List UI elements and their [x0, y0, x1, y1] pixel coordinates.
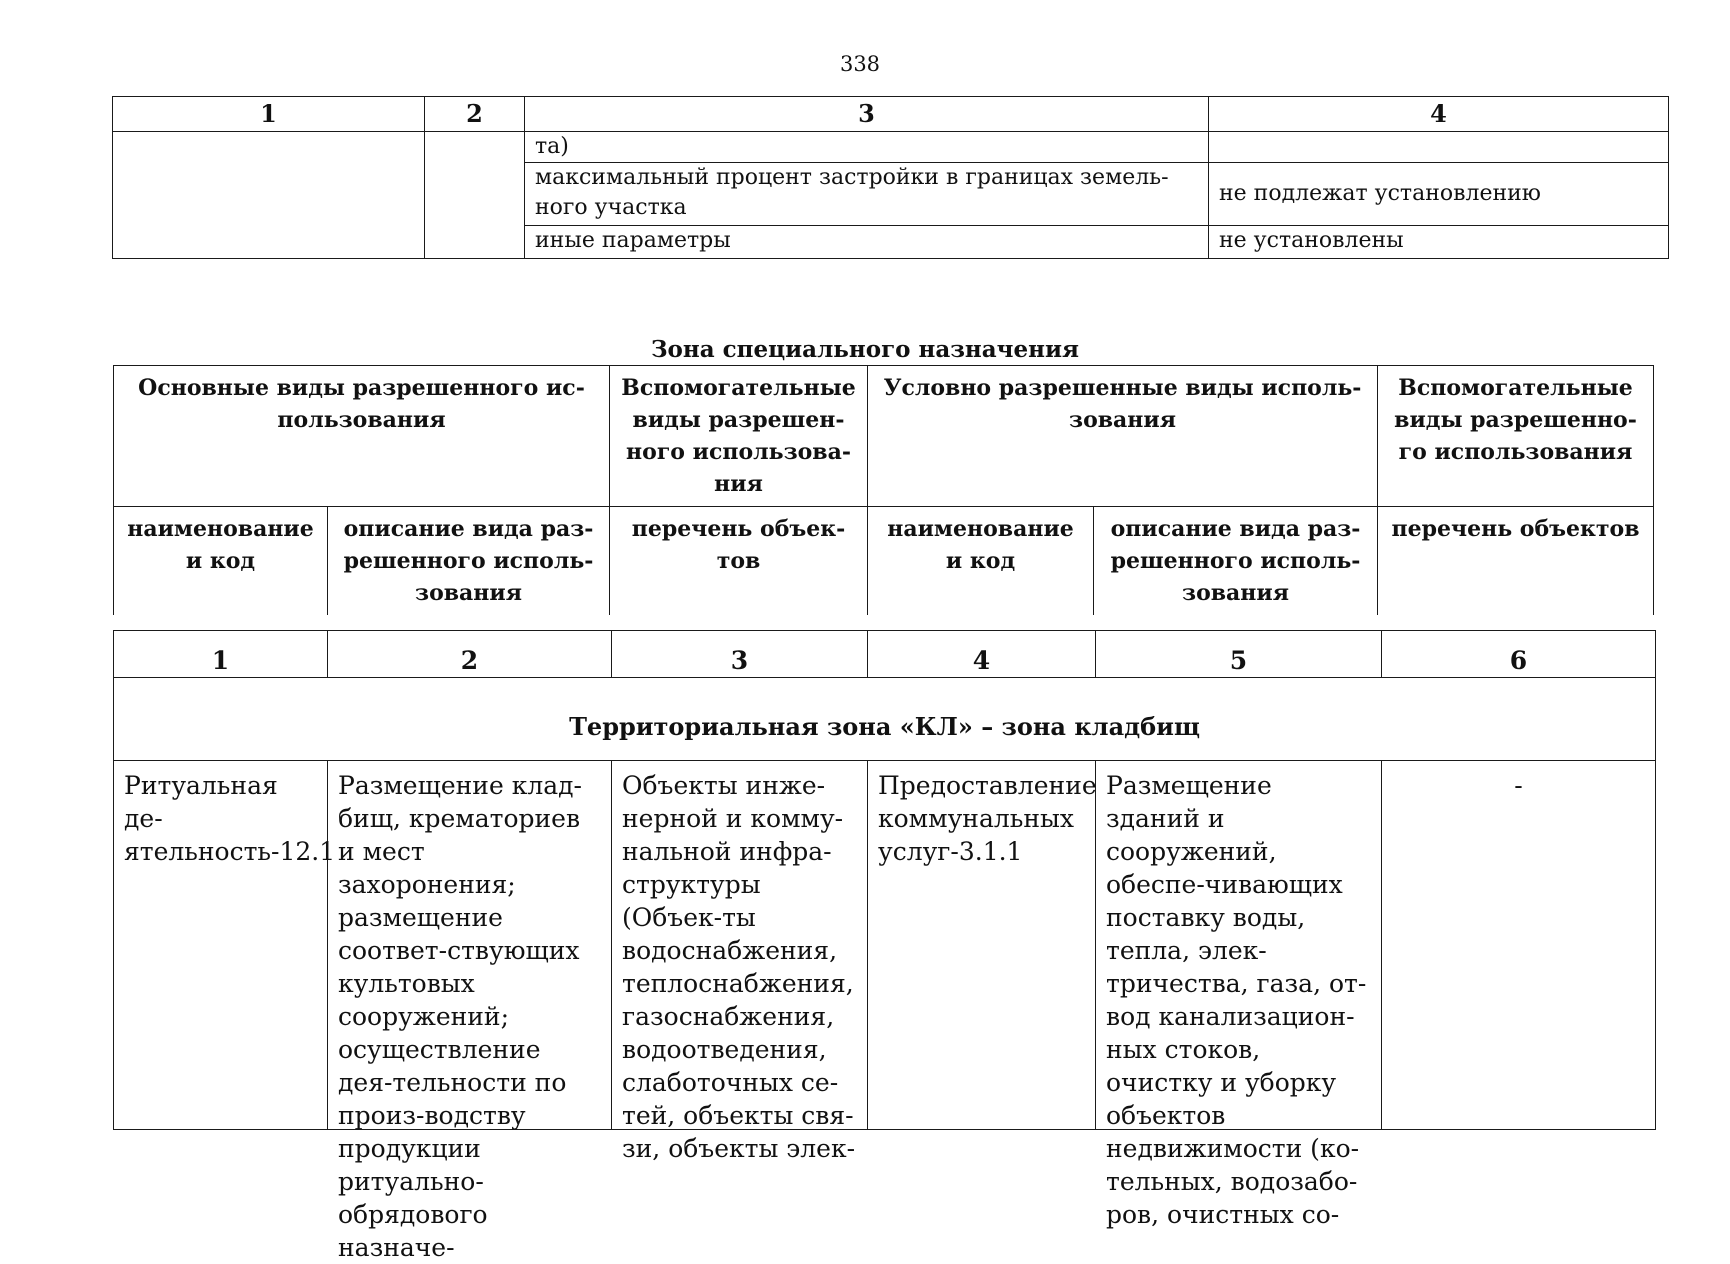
table-row: [114, 761, 1656, 1130]
column-number: 2: [328, 631, 612, 678]
sub-header-object-list-2: перечень объектов: [1378, 507, 1654, 616]
sub-header-row: [114, 507, 1654, 616]
conditional-use-name-cell: [868, 761, 1096, 1130]
cell-text: Предоставление коммунальных услуг-3.1.1: [878, 771, 1097, 866]
empty-cell: [113, 132, 425, 259]
sub-header-description-2: описание вида раз-решенного исполь-зования: [1094, 507, 1378, 616]
column-number: 1: [114, 631, 328, 678]
conditional-use-description-cell: [1096, 761, 1382, 1229]
table-row: [113, 132, 1669, 163]
column-number: 5: [1096, 631, 1382, 678]
column-number: 4: [868, 631, 1096, 678]
cell-text: Объекты инже-нерной и комму-нальной инфра-структуры (Объек-ты водоснабжения, теплоснабжения, газоснабжения, водоотведения, слаботочных се-тей, объекты свя-зи, объекты элек-: [622, 771, 856, 1163]
group-header-auxiliary-uses: Вспомогательные виды разрешен-ного использова-ния: [610, 366, 868, 507]
table-cell: та): [525, 132, 1209, 163]
column-header: 2: [425, 97, 525, 132]
zone-table: [113, 630, 1656, 1262]
continuation-table: [112, 96, 1669, 259]
group-header-row: [114, 366, 1654, 507]
cell-text: Ритуальная де-ятельность-12.1: [124, 771, 336, 866]
cell-text: -: [1514, 771, 1523, 800]
group-header-auxiliary-uses-2: Вспомогательные виды разрешенно-го использования: [1378, 366, 1654, 507]
table-cell: не установлены: [1209, 226, 1669, 259]
column-number-row: [114, 631, 1656, 678]
column-header: 4: [1209, 97, 1669, 132]
sub-header-name-code-2: наименование и код: [868, 507, 1094, 616]
empty-cell: [425, 132, 525, 259]
column-number: 6: [1382, 631, 1656, 678]
cell-text: Размещение зданий и сооружений, обеспе-чивающих поставку воды, тепла, элек-тричества, газа, от-вод канализацион-ных стоков, очистку и уборку объектов недвижимости (ко-тельных, водозабо-ров, очистных со-: [1106, 771, 1367, 1229]
cell-text: Размещение клад-бищ, крематориев и мест захоронения; размещение соответ-ствующих культовых сооружений; осуществление дея-тельности по произ-водству продукции ритуально-обрядового назначе-: [338, 771, 582, 1262]
group-header-conditional-uses: Условно разрешенные виды исполь-зования: [868, 366, 1378, 507]
table-cell: максимальный процент застройки в границах земель-ного участка: [525, 163, 1209, 226]
column-header: 3: [525, 97, 1209, 132]
sub-header-name-code: наименование и код: [114, 507, 328, 616]
column-header: 1: [113, 97, 425, 132]
use-description-cell: [328, 761, 612, 1262]
zone-heading: Территориальная зона «КЛ» – зона кладбищ: [114, 678, 1656, 761]
table-cell: [1209, 132, 1669, 163]
header-table: [113, 365, 1654, 615]
sub-header-object-list: перечень объек-тов: [610, 507, 868, 616]
sub-header-description: описание вида раз-решенного исполь-зования: [328, 507, 610, 616]
table-cell: иные параметры: [525, 226, 1209, 259]
auxiliary-objects-cell-2: [1382, 761, 1656, 1130]
table-header-row: [113, 97, 1669, 132]
table-cell: не подлежат установлению: [1209, 163, 1669, 226]
column-number: 3: [612, 631, 868, 678]
group-header-main-uses: Основные виды разрешенного ис-пользования: [114, 366, 610, 507]
zone-heading-row: [114, 678, 1656, 761]
page-number: 338: [839, 52, 881, 76]
use-name-code-cell: [114, 761, 336, 1130]
zone-title: Зона специального назначения: [650, 336, 1080, 363]
auxiliary-objects-cell: [612, 761, 868, 1163]
